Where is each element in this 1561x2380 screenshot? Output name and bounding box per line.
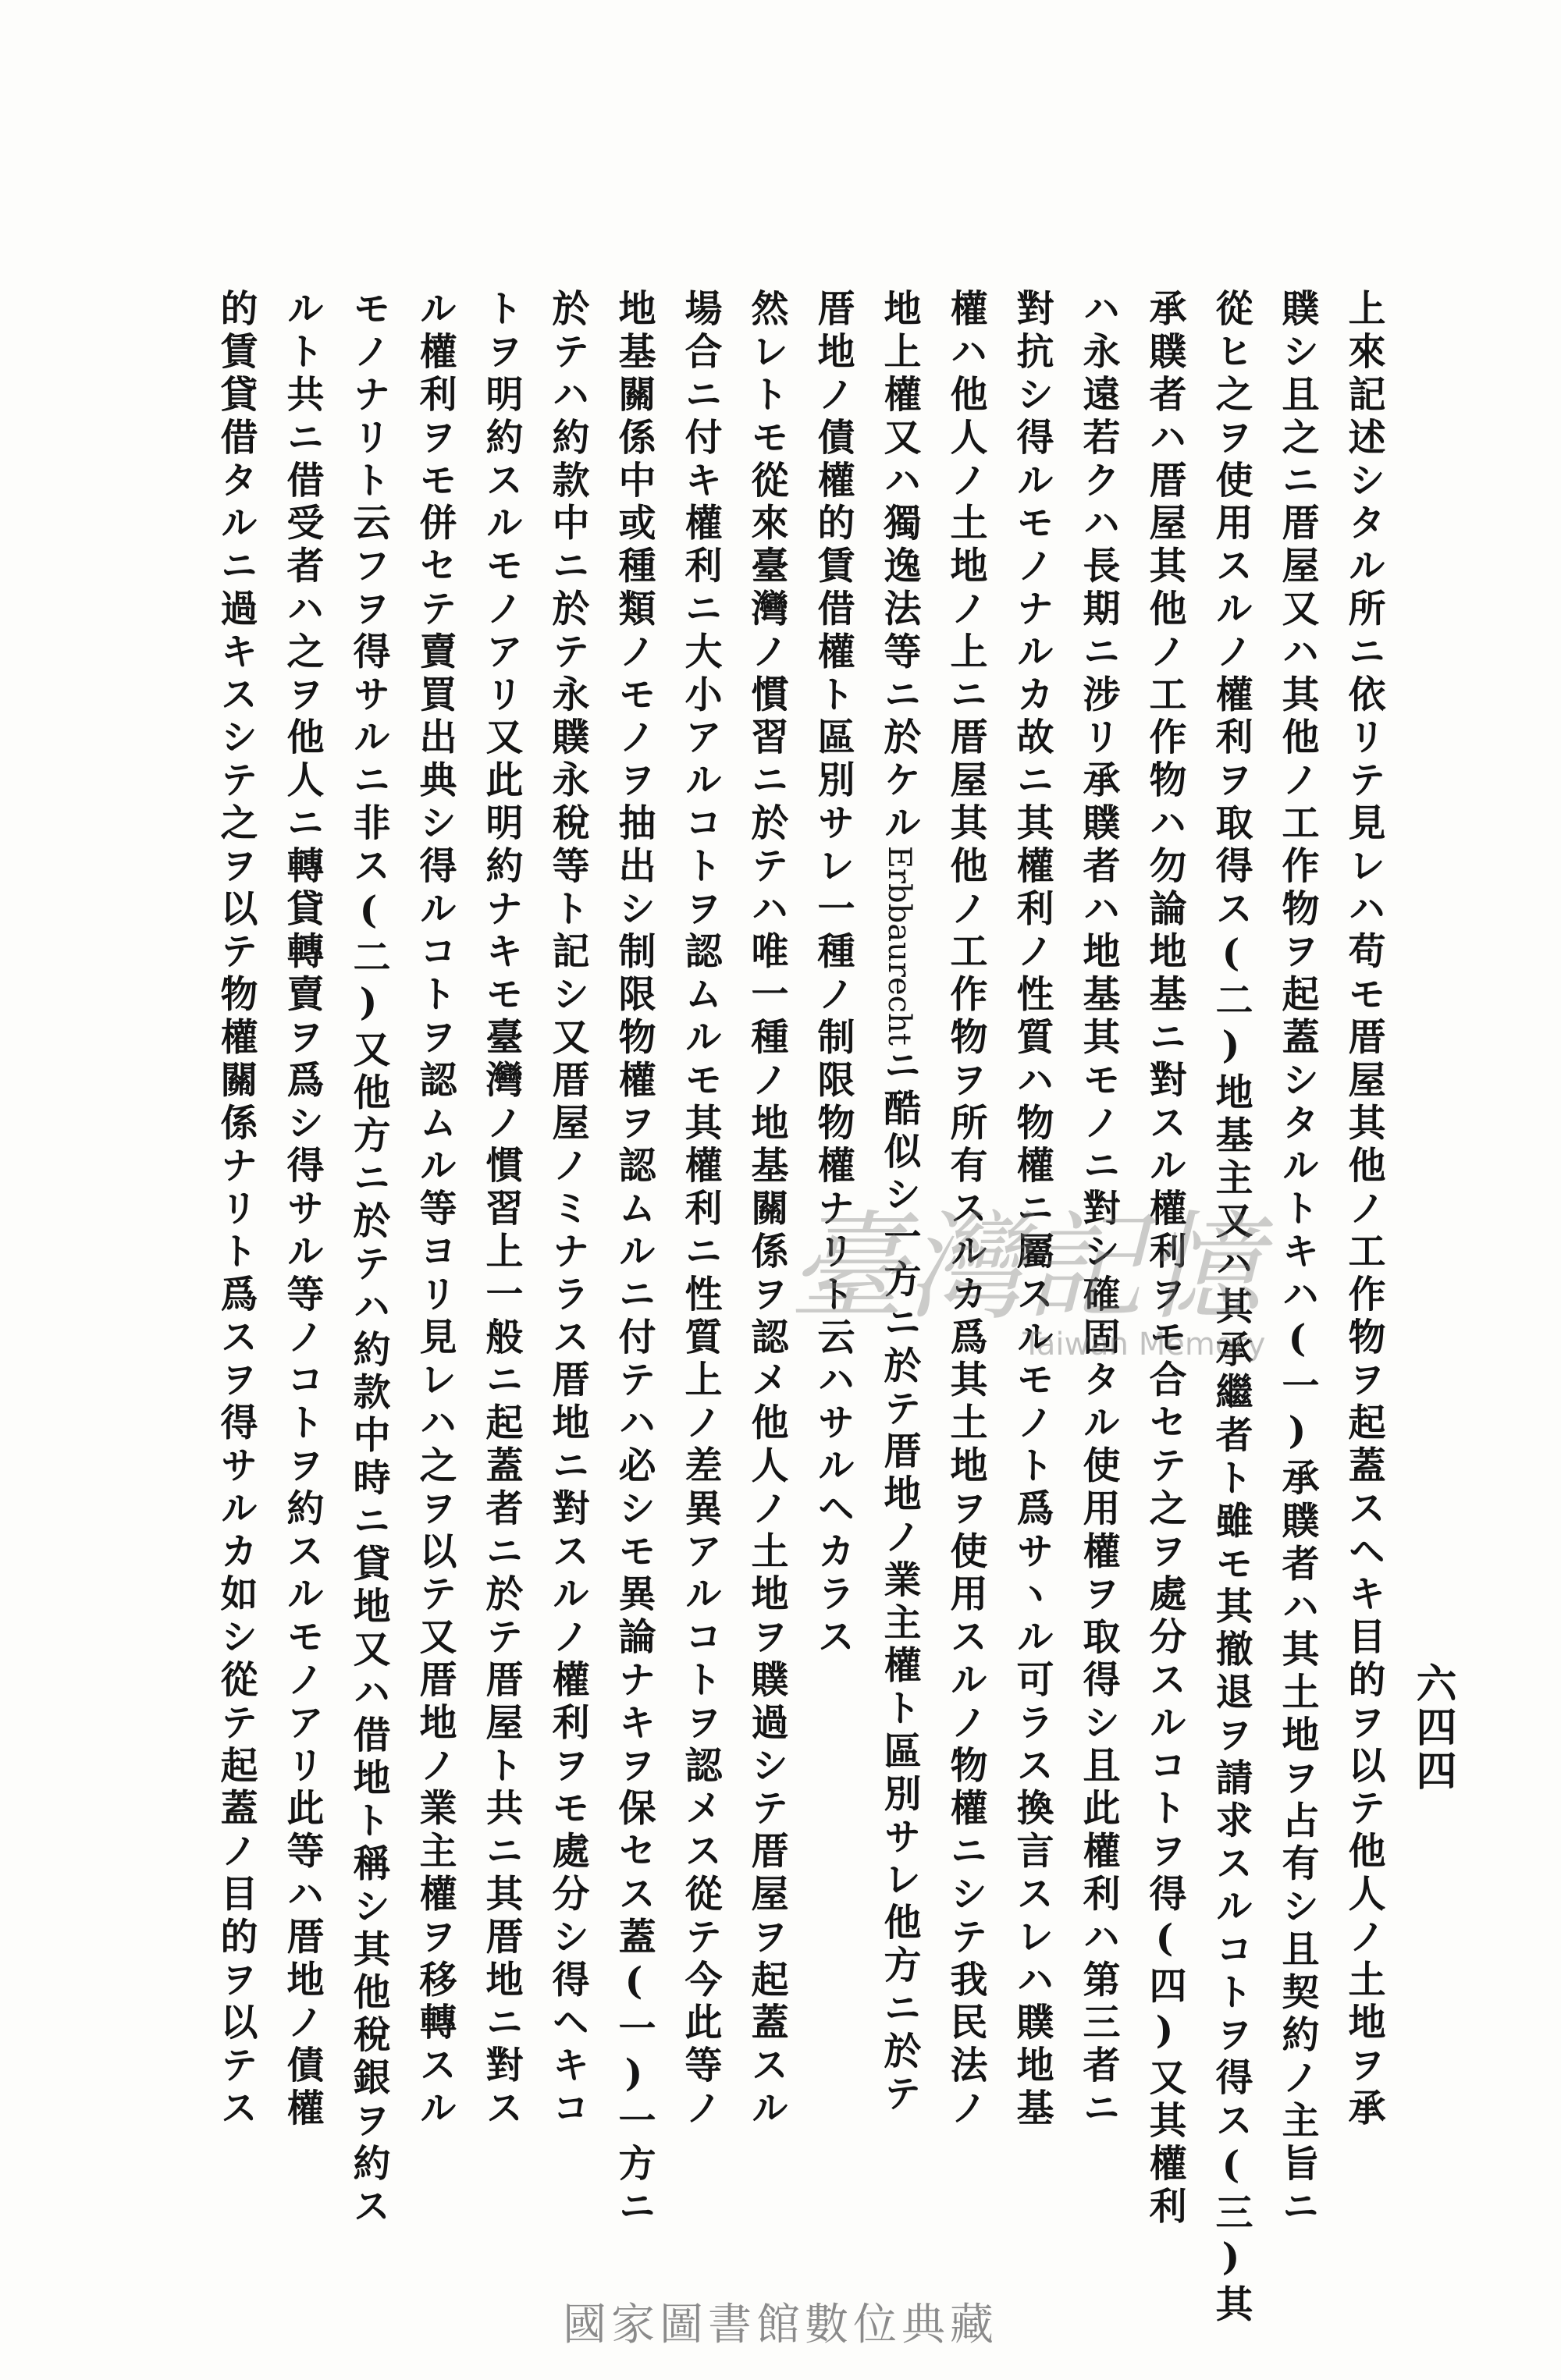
text-column-11: 場合ニ付キ權利ニ大小アルコトヲ認ムルモ其權利ニ性質上ノ差異アルコトヲ認メス從テ今此等ノ — [678, 289, 722, 2131]
text-column-3: 從ヒ之ヲ使用スルノ權利ヲ取得ス(二)地基主又ハ其承繼者ト雖モ其撤退ヲ請求スルコトヲ得ス(三)其 — [1209, 289, 1253, 2328]
text-column-8-head: 地上權又ハ獨逸法等ニ於ケル — [877, 289, 921, 846]
text-column-1: 上來記述シタル所ニ依リテ見レハ苟モ厝屋其他ノ工作物ヲ起蓋スヘキ目的ヲ以テ他人ノ土地ヲ承 — [1342, 289, 1385, 2131]
text-column-12: 地基關係中或種類ノモノヲ抽出シ制限物權ヲ認ムルニ付テハ必シモ異論ナキヲ保セス蓋(一)一方ニ — [612, 289, 656, 2229]
text-column-8 — [874, 289, 924, 2116]
watermark-subtitle: Taiwan Memory — [1022, 1327, 1266, 1362]
text-column-7: 權ハ他人ノ土地ノ上ニ厝屋其他ノ工作物ヲ所有スルカ爲其土地ヲ使用スルノ物權ニシテ我民法ノ — [944, 289, 987, 2131]
page-number: 六四四 — [1409, 1662, 1456, 1793]
text-column-14: トヲ明約スルモノアリ又此明約ナキモ臺灣ノ慣習上一般ニ起蓋者ニ於テ厝屋ト共ニ其厝地ニ對ス — [479, 289, 523, 2131]
text-column-5: ハ永遠若クハ長期ニ涉リ承贌者ハ地基其モノニ對シ確固タル使用權ヲ取得シ且此權利ハ第三者ニ — [1076, 289, 1120, 2131]
latin-term: Erbbaurecht — [881, 845, 917, 1046]
text-column-13: 於テハ約款中ニ於テ永贌永稅等ト記シ又厝屋ノミナラス厝地ニ對スルノ權利ヲモ處分シ得ヘキコ — [546, 289, 589, 2131]
text-column-16: モノナリト云フヲ得サルニ非ス(二)又他方ニ於テハ約款中時ニ貸地又ハ借地ト稱シ其他稅銀ヲ約ス — [347, 289, 390, 2229]
text-column-9: 厝地ノ債權的賃借權ト區別サレ一種ノ制限物權ナリト云ハサルヘカラス — [811, 289, 855, 1660]
text-column-15: ル權利ヲモ併セテ賣買出典シ得ルコトヲ認ムル等ヨリ見レハ之ヲ以テ又厝地ノ業主權ヲ移轉スル — [413, 289, 457, 2131]
watermark-chars: 臺灣記憶 — [788, 1200, 1264, 1336]
text-column-6: 對抗シ得ルモノナルカ故ニ其權利ノ性質ハ物權ニ屬スルモノト爲サヽル可ラス換言スレハ贌地基 — [1010, 289, 1054, 2131]
text-column-10: 然レトモ從來臺灣ノ慣習ニ於テハ唯一種ノ地基關係ヲ認メ他人ノ土地ヲ贌過シテ厝屋ヲ起蓋スル — [745, 289, 788, 2131]
text-column-17: ルト共ニ借受者ハ之ヲ他人ニ轉貸轉賣ヲ爲シ得サル等ノコトヲ約スルモノアリ此等ハ厝地ノ債權 — [280, 289, 324, 2131]
text-column-8-tail: ニ酷似シ一方ニ於テ厝地ノ業主權ト區別サレ他方ニ於テ — [877, 1045, 921, 2117]
text-column-18: 的賃貸借タルニ過キスシテ之ヲ以テ物權關係ナリト爲スヲ得サルカ如シ從テ起蓋ノ目的ヲ以テス — [214, 289, 258, 2131]
text-column-4: 承贌者ハ厝屋其他ノ工作物ハ勿論地基ニ對スル權利ヲモ合セテ之ヲ處分スルコトヲ得(四)又其權利 — [1143, 289, 1186, 2229]
text-column-2: 贌シ且之ニ厝屋又ハ其他ノ工作物ヲ起蓋シタルトキハ(一)承贌者ハ其土地ヲ占有シ且契約ノ主旨ニ — [1275, 289, 1319, 2229]
library-stamp: 國家圖書館數位典藏 — [563, 2300, 998, 2350]
